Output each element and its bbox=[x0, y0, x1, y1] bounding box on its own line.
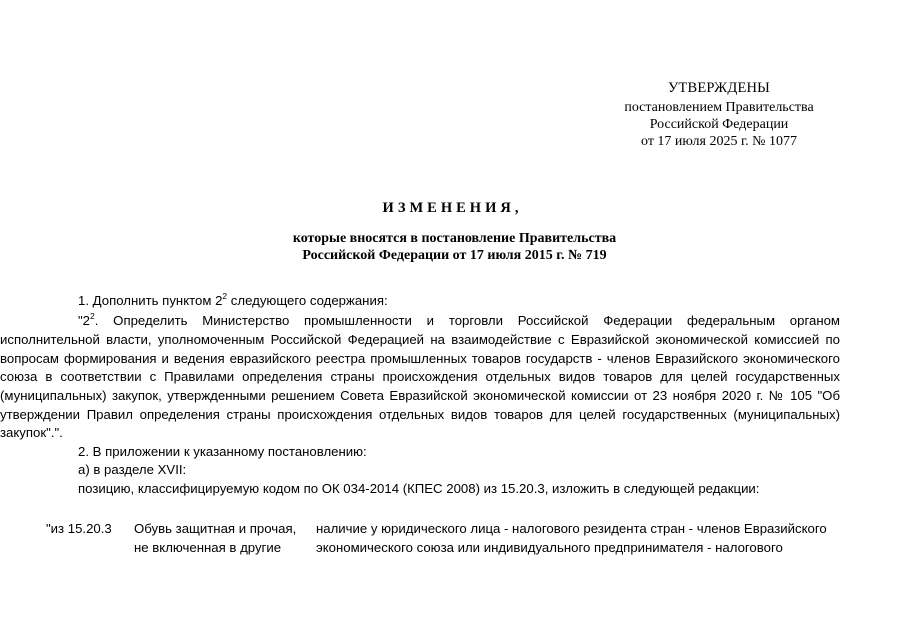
approval-line-3: от 17 июля 2025 г. № 1077 bbox=[641, 134, 797, 149]
table-row bbox=[44, 539, 864, 558]
table-cell-empty bbox=[44, 539, 134, 558]
table-cell-code: "из 15.20.3 bbox=[46, 521, 112, 536]
paragraph-item-1: 1. Дополнить пунктом $2^2$ следующего содержания: bbox=[78, 291, 388, 308]
superscript: 2 bbox=[90, 310, 95, 321]
title-sub-1: которые вносятся в постановление Правительства bbox=[292, 231, 617, 246]
title-main: ИЗМЕНЕНИЯ, bbox=[382, 200, 523, 216]
table-cell-req-2: экономического союза или индивидуального предпринимателя - налогового bbox=[316, 539, 783, 555]
title-sub-2: Российской Федерации от 17 июля 2015 г. № 719 bbox=[302, 248, 607, 263]
approval-line-1: постановлением Правительства bbox=[624, 100, 814, 115]
paragraph-item-2: 2. В приложении к указанному постановлению: bbox=[78, 443, 367, 459]
document-body bbox=[0, 291, 840, 499]
paragraph-quote-first: "$2^2$. Определить Министерство промышленности и торговли Российской Федерации федеральным органом bbox=[78, 310, 840, 328]
paragraph-position: позицию, классифицируемую кодом по ОК 034-2014 (КПЕС 2008) из 15.20.3, изложить в следующей редакции: bbox=[78, 480, 760, 496]
approval-heading: УТВЕРЖДЕНЫ bbox=[667, 80, 771, 96]
table-cell-name-2: не включенная в другие bbox=[134, 539, 282, 555]
approval-block bbox=[599, 80, 839, 150]
table-row bbox=[44, 520, 864, 539]
document-title bbox=[0, 200, 905, 264]
paragraph-quote-rest: исполнительной власти, уполномоченным Российской Федерацией на взаимодействие с Евразийской экономической комиссией по вопросам формирования и ведения евразийского реестра промышленных товаров государств - членов Евразийского экономического союза в соответствии с Правилами определения страны происхождения отдельных видов товаров для целей государственных (муниципальных) закупок, утвержденными решением Совета Евразийской экономической комиссии от 23 ноября 2020 г. № 105 "Об утверждении Правил определения страны происхождения отдельных видов товаров для целей государственных (муниципальных) закупок".". bbox=[0, 332, 840, 441]
classification-table bbox=[44, 520, 864, 557]
table-cell-req-1: наличие у юридического лица - налогового резидента стран - членов Евразийского bbox=[316, 521, 827, 536]
table-cell-name-1: Обувь защитная и прочая, bbox=[134, 521, 297, 536]
superscript: 2 bbox=[222, 291, 228, 301]
approval-line-2: Российской Федерации bbox=[649, 117, 789, 132]
paragraph-item-2a: а) в разделе XVII: bbox=[78, 462, 187, 478]
